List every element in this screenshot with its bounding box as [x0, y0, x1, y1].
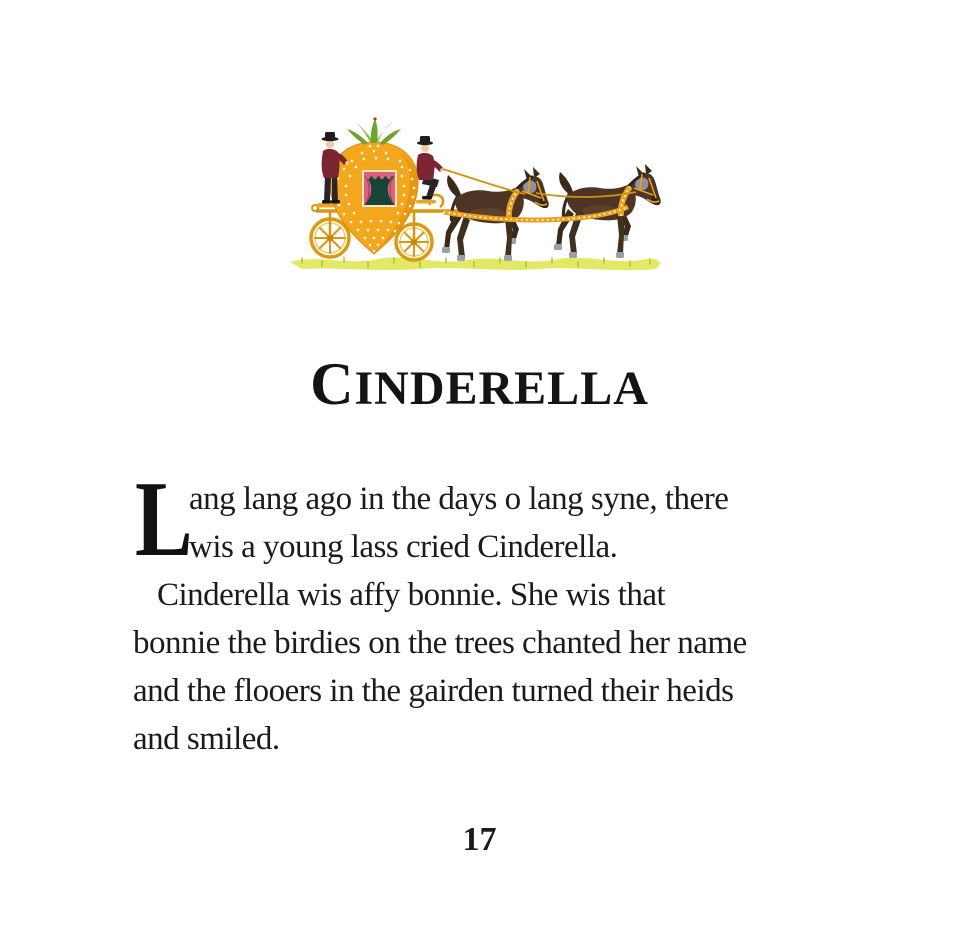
grass — [290, 257, 660, 270]
title-initial: C — [310, 351, 355, 417]
page-number: 17 — [462, 821, 497, 858]
front-coachman — [417, 136, 444, 200]
dropcap-letter: L — [135, 460, 193, 579]
story-line: wis a young lass cried Cinderella. — [189, 529, 618, 565]
story-line: Cinderella wis affy bonnie. She wis that — [157, 577, 666, 613]
story-line: and smiled. — [133, 721, 280, 757]
neep-carriage-illustration — [278, 106, 668, 278]
story-line: ang lang ago in the days o lang syne, there — [189, 481, 729, 517]
page-title — [0, 351, 959, 428]
story-line: bonnie the birdies on the trees chanted her name — [133, 625, 747, 661]
story-text — [133, 460, 853, 763]
neep-stalks — [347, 117, 401, 145]
title-rest: INDERELLA — [354, 362, 649, 415]
carriage-window — [362, 170, 397, 207]
story-line: and the flooers in the gairden turned their heids — [133, 673, 734, 709]
